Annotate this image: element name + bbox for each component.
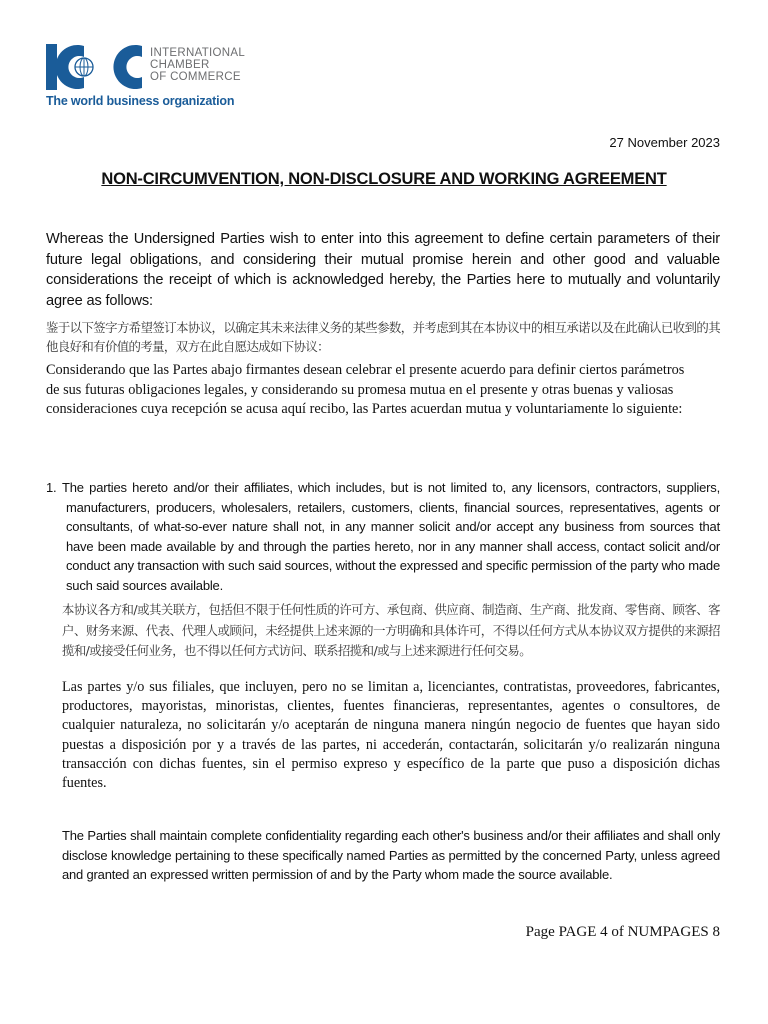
clause-1-text: The parties hereto and/or their affiliates, which includes, but is not limited to, any licensors, contractors, suppliers, manufacturers, producers, wholesalers, retailers, customers, clients, financial sources, representatives, agents or consultants, of what-so-ever nature shall not, in any manner solicit and/or accept any business from sources that have been made available by and through the parties hereto, nor in any manner shall access, contact solicit and/or conduct any transaction with such said sources, without the expressed and specific permission of the party who made such said sources available. bbox=[62, 480, 720, 593]
icc-logo-mark bbox=[46, 42, 148, 92]
clause-1-spanish: Las partes y/o sus filiales, que incluyen, pero no se limitan a, licenciantes, contratistas, proveedores, fabricantes, productores, mayoristas, minoristas, clientes, fuentes financieras, representantes, agentes o consultores, de cualquier naturaleza, no solicitarán y/o aceptarán de ninguna manera ningún negocio de fuentes que hayan sido puestas a disposición por y a través de las partes, ni accederán, contactarán, solicitarán y/o realizarán ninguna transacción con dichas fuentes, sin el permiso expreso y específico de la parte que puso a disposición dichas fuentes. bbox=[62, 679, 720, 792]
preamble-spanish: Considerando que las Partes abajo firmantes desean celebrar el presente acuerdo para definir ciertos parámetros de sus futuras obligaciones legales, y considerando su promesa mutua en el presente y otras buenas y valiosas consideraciones cuya recepción se acusa aquí recibo, las Partes acuerdan mutua y voluntariamente lo siguiente: bbox=[46, 362, 685, 417]
logo-line: INTERNATIONAL bbox=[150, 47, 246, 59]
logo-tagline: The world business organization bbox=[46, 94, 235, 108]
page-footer: Page PAGE 4 of NUMPAGES 8 bbox=[525, 924, 720, 940]
preamble-english: Whereas the Undersigned Parties wish to enter into this agreement to define certain parameters of their future legal obligations, and considering their mutual promise herein and other good and valuable considerations the receipt of which is acknowledged hereby, the Parties here to mutually and voluntarily agree as follows: bbox=[46, 231, 720, 309]
clause-2-english: The Parties shall maintain complete confidentiality regarding each other's business and/or their affiliates and shall only disclose knowledge pertaining to these specifically named Parties as permitted by the concerned Party, unless agreed and granted an expressed written permission of and by the Party whom made the source available. bbox=[62, 828, 720, 883]
icc-logo-name bbox=[150, 47, 245, 83]
preamble-chinese: 鉴于以下签字方希望签订本协议，以确定其未来法律义务的某些参数，并考虑到其在本协议中的相互承诺以及在此确认已收到的其他良好和有价值的考量，双方在此自愿达成如下协议： bbox=[46, 320, 720, 354]
logo-line: CHAMBER bbox=[150, 59, 210, 71]
document-title: NON-CIRCUMVENTION, NON-DISCLOSURE AND WORKING AGREEMENT bbox=[101, 170, 667, 188]
clause-1-english bbox=[46, 478, 720, 596]
document-date: 27 November 2023 bbox=[609, 135, 720, 150]
logo-line: OF COMMERCE bbox=[150, 71, 241, 83]
icc-logo bbox=[46, 42, 266, 112]
clause-number: 1. bbox=[46, 480, 57, 495]
clause-1-chinese: 本协议各方和/或其关联方，包括但不限于任何性质的许可方、承包商、供应商、制造商、生产商、批发商、零售商、顾客、客户、财务来源、代表、代理人或顾问，未经提供上述来源的一方明确和具体许可，不得以任何方式从本协议双方提供的来源招揽和/或接受任何业务，也不得以任何方式访问、联系招揽和/或与上述来源进行任何交易。 bbox=[62, 602, 720, 658]
